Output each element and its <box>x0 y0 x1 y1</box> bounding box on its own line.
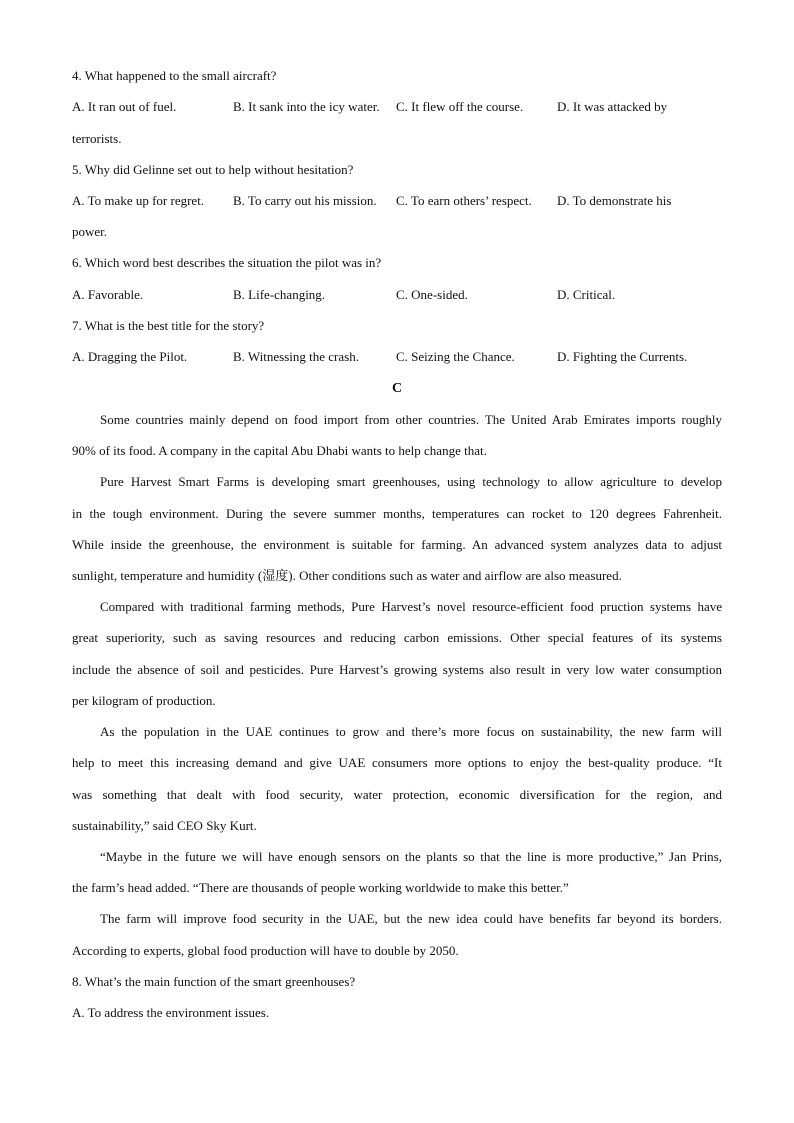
q6-option-c: C. One-sided. <box>396 287 468 302</box>
passage-c-line: “Maybe in the future we will have enough sensors on the plants so that the line is more productive,” Jan Prins, <box>100 849 722 864</box>
passage-c-line: According to experts, global food production will have to double by 2050. <box>72 943 459 958</box>
passage-c-line: include the absence of soil and pesticides. Pure Harvest’s growing systems also result in very low water consumption <box>72 662 722 677</box>
q4-option-d-continued: terrorists. <box>72 131 122 146</box>
passage-c-line: the farm’s head added. “There are thousands of people working worldwide to make this better.” <box>72 880 569 895</box>
passage-c-line: was something that dealt with food security, water protection, economic diversification for the region, and <box>72 787 722 802</box>
question-8: 8. What’s the main function of the smart greenhouses? <box>72 974 356 989</box>
q6-option-d: D. Critical. <box>557 287 616 302</box>
q4-option-d: D. It was attacked by <box>557 99 668 114</box>
q5-option-d-continued: power. <box>72 224 108 239</box>
q7-option-b: B. Witnessing the crash. <box>233 349 359 364</box>
passage-c-line: great superiority, such as saving resources and reducing carbon emissions. Other special features of its systems <box>72 630 722 645</box>
q4-option-c: C. It flew off the course. <box>396 99 524 114</box>
passage-c-line: Some countries mainly depend on food import from other countries. The United Arab Emirates imports roughly <box>100 412 722 427</box>
passage-c-line: As the population in the UAE continues to grow and there’s more focus on sustainability, the new farm will <box>100 724 722 739</box>
passage-c-line: While inside the greenhouse, the environment is suitable for farming. An advanced system analyzes data to adjust <box>72 537 722 552</box>
passage-c-line: in the tough environment. During the severe summer months, temperatures can rocket to 120 degrees Fahrenheit. <box>72 506 722 521</box>
passage-c-line: 90% of its food. A company in the capital Abu Dhabi wants to help change that. <box>72 443 487 458</box>
q7-option-d: D. Fighting the Currents. <box>557 349 688 364</box>
q6-option-b: B. Life-changing. <box>233 287 326 302</box>
passage-c-line: sunlight, temperature and humidity (湿度). Other conditions such as water and airflow are also measured. <box>72 568 622 583</box>
q7-option-a: A. Dragging the Pilot. <box>72 349 188 364</box>
passage-c-line: The farm will improve food security in the UAE, but the new idea could have benefits far beyond its borders. <box>100 911 722 926</box>
question-7: 7. What is the best title for the story? <box>72 318 265 333</box>
q4-option-a: A. It ran out of fuel. <box>72 99 177 114</box>
passage-c-line: per kilogram of production. <box>72 693 216 708</box>
section-heading-c: C <box>391 381 403 396</box>
q7-option-c: C. Seizing the Chance. <box>396 349 515 364</box>
question-5: 5. Why did Gelinne set out to help without hesitation? <box>72 162 354 177</box>
question-4: 4. What happened to the small aircraft? <box>72 68 277 83</box>
q4-option-b: B. It sank into the icy water. <box>233 99 380 114</box>
q5-option-b: B. To carry out his mission. <box>233 193 377 208</box>
q8-option-a: A. To address the environment issues. <box>72 1005 270 1020</box>
q5-option-c: C. To earn others’ respect. <box>396 193 532 208</box>
q5-option-d: D. To demonstrate his <box>557 193 672 208</box>
q6-option-a: A. Favorable. <box>72 287 144 302</box>
question-6: 6. Which word best describes the situation the pilot was in? <box>72 255 382 270</box>
passage-c-line: help to meet this increasing demand and give UAE consumers more options to enjoy the best-quality produce. “It <box>72 755 722 770</box>
passage-c-line: Pure Harvest Smart Farms is developing smart greenhouses, using technology to allow agriculture to develop <box>100 474 722 489</box>
passage-c-line: Compared with traditional farming methods, Pure Harvest’s novel resource-efficient food pruction systems have <box>100 599 722 614</box>
passage-c-line: sustainability,” said CEO Sky Kurt. <box>72 818 257 833</box>
q5-option-a: A. To make up for regret. <box>72 193 205 208</box>
